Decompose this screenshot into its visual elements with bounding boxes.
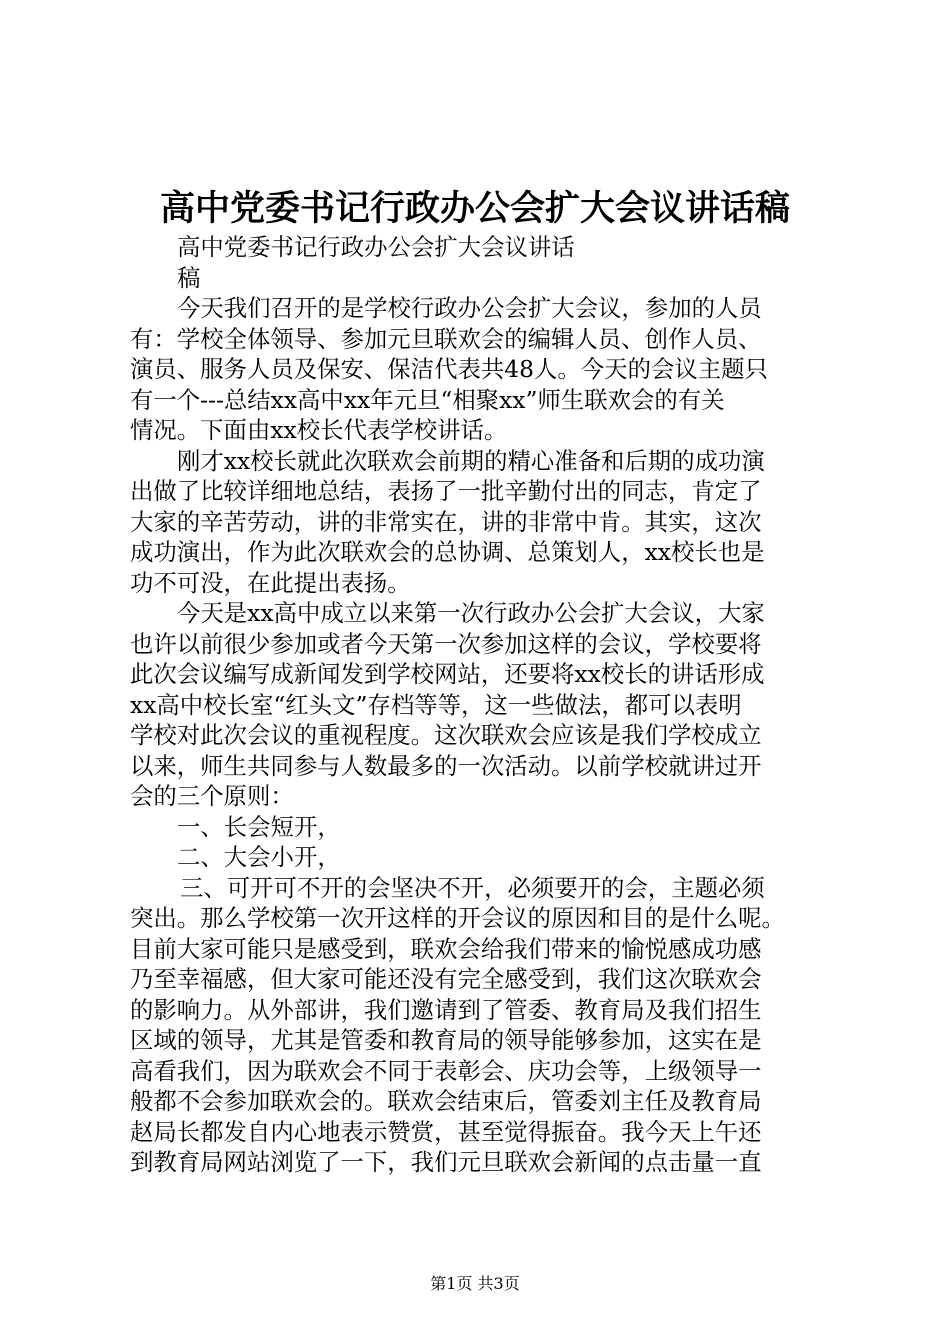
list-item-line: 三、可开可不开的会坚决不开，必须要开的会，主题必须 [180,873,765,902]
text-line: 也许以前很少参加或者今天第一次参加这样的会议，学校要将 [130,629,762,658]
text-line: 会的三个原则： [130,782,294,810]
text-line: 目前大家可能只是感受到，联欢会给我们带来的愉悦感成功感 [130,934,762,963]
text-line: 成功演出，作为此次联欢会的总协调、总策划人，xx校长也是 [130,538,765,566]
text-line: 区域的领导，尤其是管委和教育局的领导能够参加，这实在是 [130,1026,762,1054]
text-line: 高看我们，因为联欢会不同于表彰会、庆功会等，上级领导一 [130,1056,762,1085]
text-line: 以来，师生共同参与人数最多的一次活动。以前学校就讲过开 [130,751,762,780]
text-line: 赵局长都发自内心地表示赞赏，甚至觉得振奋。我今天上午还 [130,1117,762,1146]
paragraph-start-line: 刚才xx校长就此次联欢会前期的精心准备和后期的成功演 [177,446,765,475]
text-line: 演员、服务人员及保安、保洁代表共48人。今天的会议主题只 [130,355,768,383]
paragraph-start-line: 今天我们召开的是学校行政办公会扩大会议，参加的人员 [177,294,762,322]
document-body [130,232,830,1178]
page-number: 第1页 共3页 [430,1274,520,1293]
list-item-line: 二、大会小开， [177,843,341,871]
text-line: 突出。那么学校第一次开这样的开会议的原因和目的是什么呢。 [130,904,785,932]
paragraph-start-line: 今天是xx高中成立以来第一次行政办公会扩大会议，大家 [177,599,765,627]
document-title: 高中党委书记行政办公会扩大会议讲话稿 [159,188,790,229]
text-line: 大家的辛苦劳动，讲的非常实在，讲的非常中肯。其实，这次 [130,507,762,536]
text-line: 的影响力。从外部讲，我们邀请到了管委、教育局及我们招生 [130,995,762,1024]
text-line: 高中党委书记行政办公会扩大会议讲话 [177,233,575,261]
text-line: 到教育局网站浏览了一下，我们元旦联欢会新闻的点击量一直 [130,1148,762,1176]
text-line: 乃至幸福感，但大家可能还没有完全感受到，我们这次联欢会 [130,965,762,993]
text-line: 出做了比较详细地总结，表扬了一批辛勤付出的同志，肯定了 [130,477,762,505]
text-line: 此次会议编写成新闻发到学校网站，还要将xx校长的讲话形成 [130,660,765,688]
text-line: 有：学校全体领导、参加元旦联欢会的编辑人员、创作人员、 [130,324,762,353]
text-line: 学校对此次会议的重视程度。这次联欢会应该是我们学校成立 [130,721,762,749]
text-line: 功不可没，在此提出表扬。 [130,568,411,597]
text-line: 般都不会参加联欢会的。联欢会结束后，管委刘主任及教育局 [130,1087,762,1115]
text-line: 稿 [177,263,201,292]
text-line: xx高中校长室“红头文”存档等等，这一些做法，都可以表明 [130,690,742,719]
text-line: 情况。下面由xx校长代表学校讲话。 [130,416,508,444]
list-item-line: 一、长会短开， [177,812,341,841]
text-line: 有一个---总结xx高中xx年元旦“相聚xx”师生联欢会的有关 [130,385,725,414]
